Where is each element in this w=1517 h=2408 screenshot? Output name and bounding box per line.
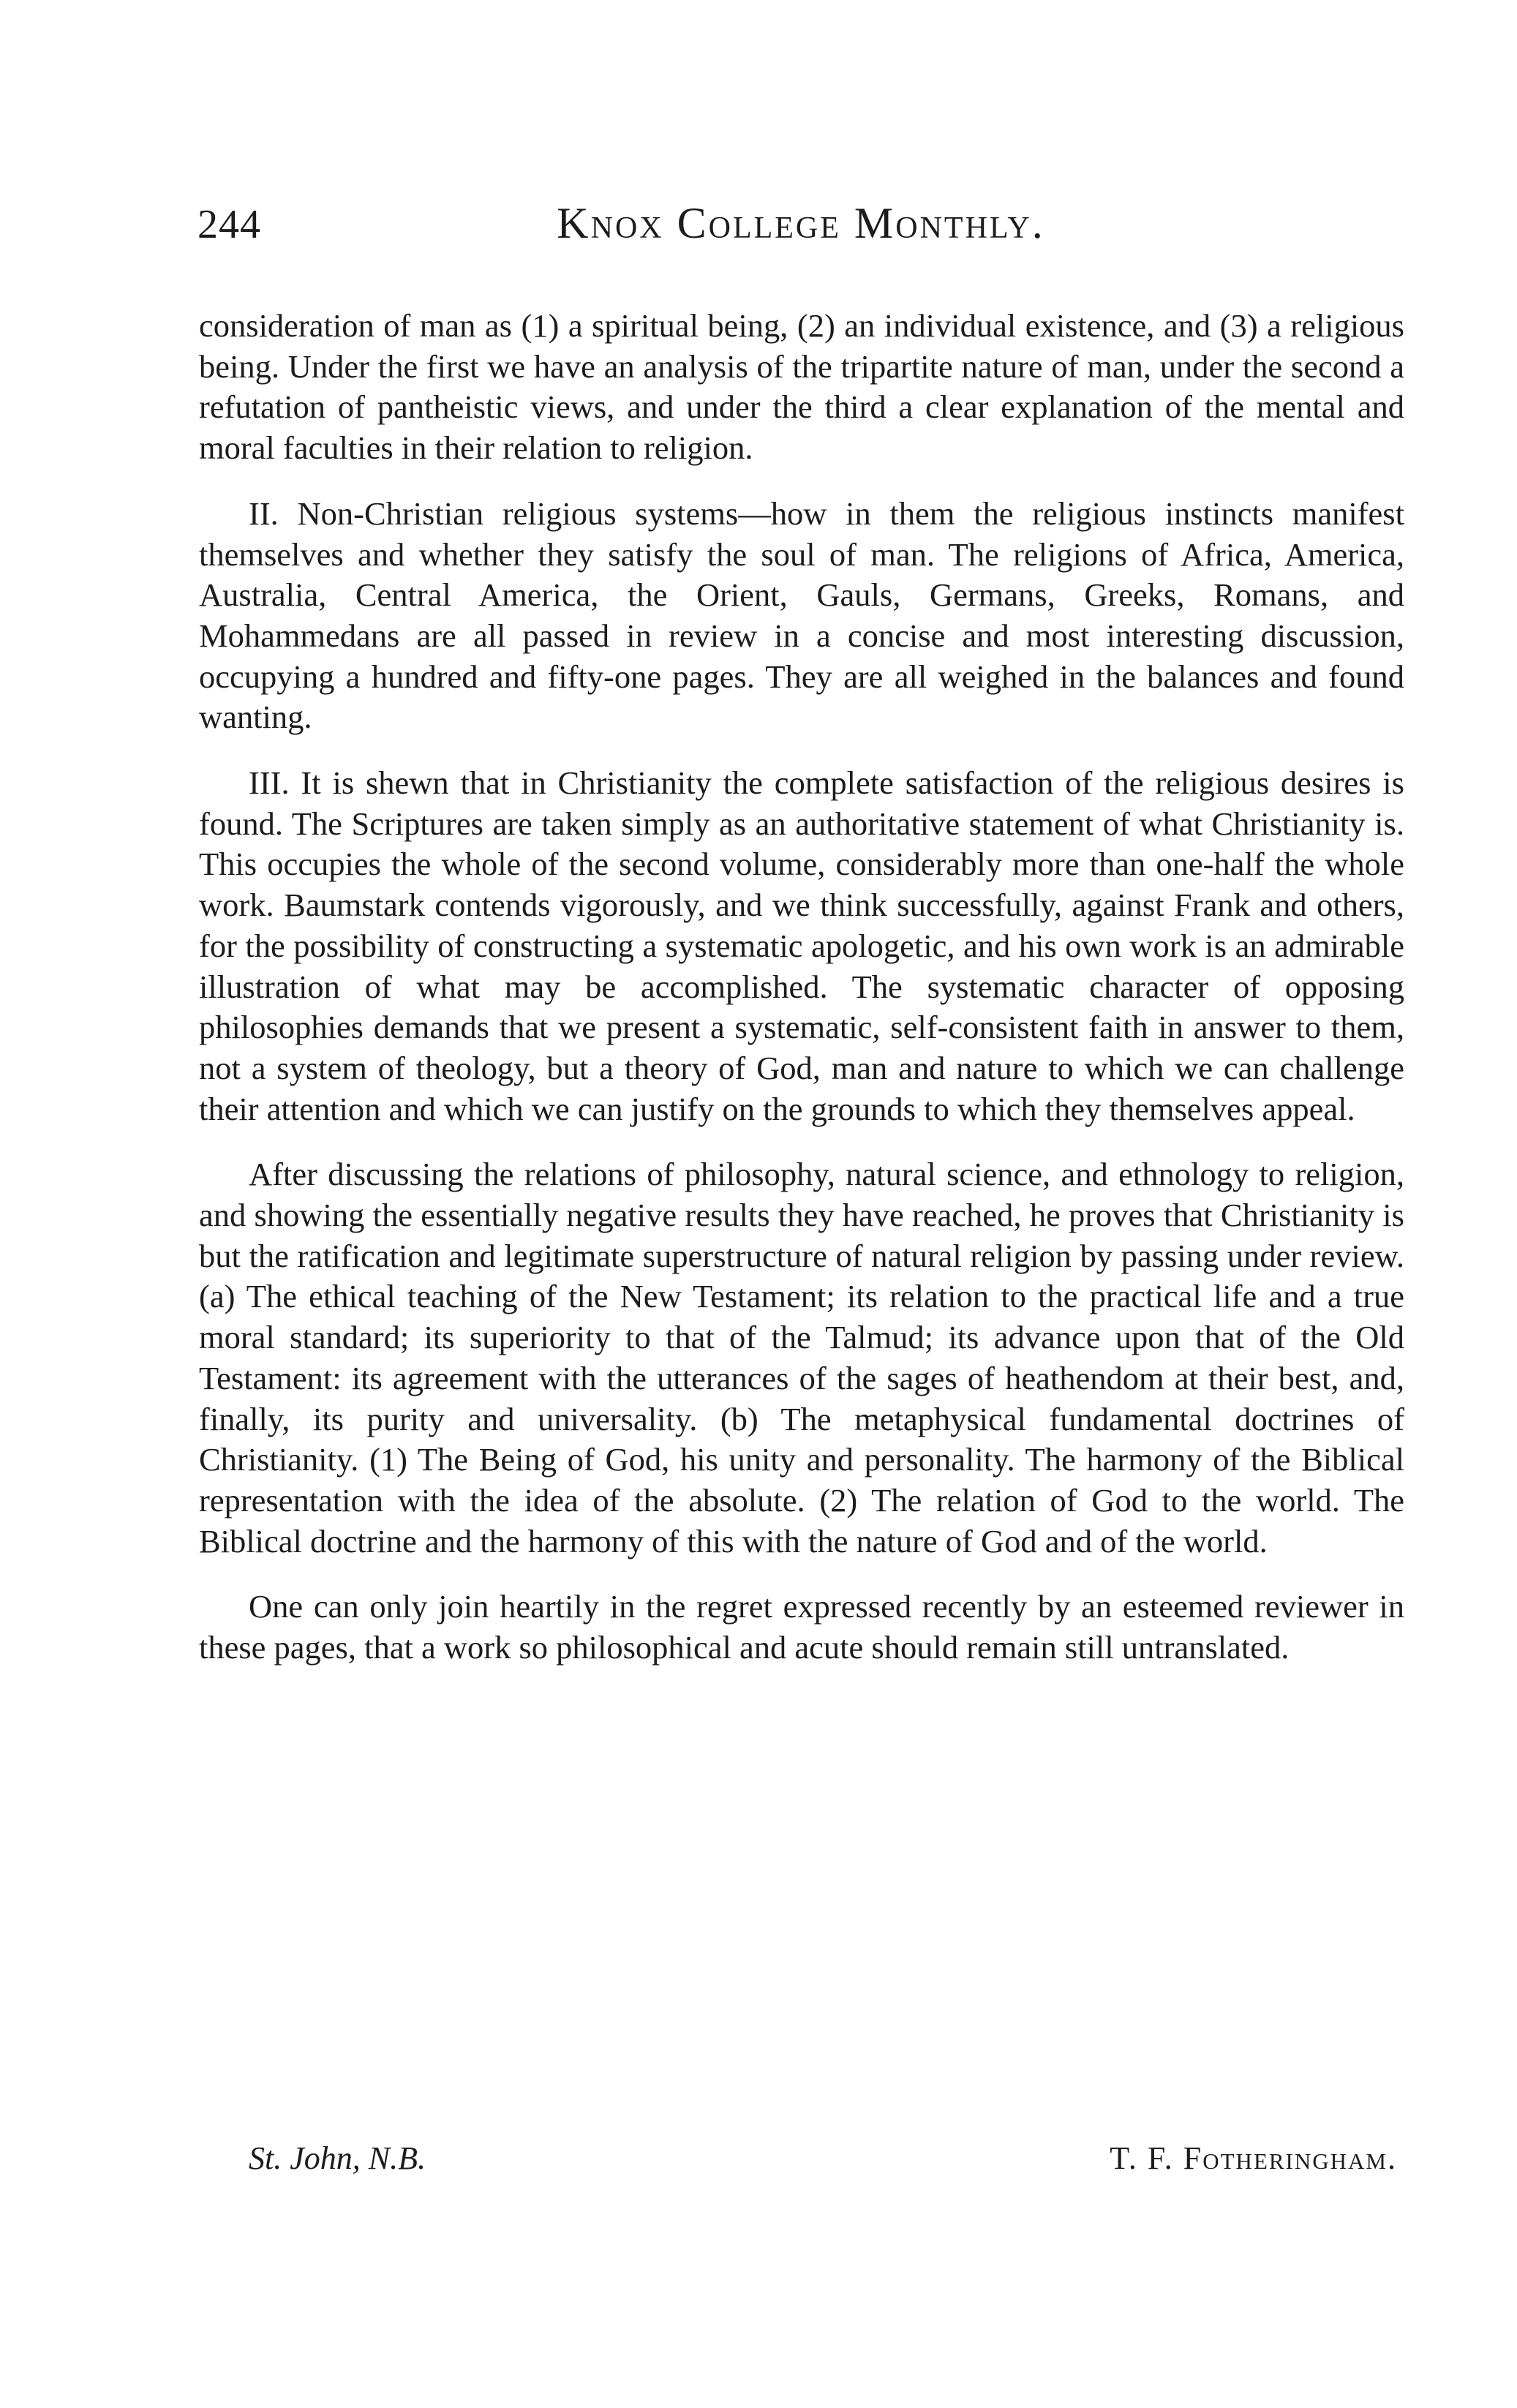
paragraph-non-christian-systems: II. Non-Christian religious systems—how in them the religious instincts manifest themselves and whether they satisfy the soul of man. The religions of Africa, America, Australia, Central America, the Orient, Gauls, Germans, Greeks, Romans, and Mohammedans are all passed in review in a concise and most interesting discussion, occupying a hundred and fifty-one pages. They are all weighed in the balances and found wanting. (199, 494, 1404, 736)
signature-line (249, 2140, 1397, 2191)
page-header (197, 194, 1404, 252)
paragraph-continuation: consideration of man as (1) a spiritual being, (2) an individual existence, and (3) a religious being. Under the first we have an analysis of the tripartite nature of man, under the second a refutation of pantheistic views, and under the third a clear explanation of the mental and moral faculties in their relation to religion. (199, 307, 1404, 467)
paragraph-christianity: III. It is shewn that in Christianity the complete satisfaction of the religious desires is found. The Scriptures are taken simply as an authoritative statement of what Christianity is. This occupies the whole of the second volume, considerably more than one-half the whole work. Baumstark contends vigorously, and we think successfully, against Frank and others, for the possibility of constructing a systematic apologetic, and his own work is an admirable illustration of what may be accomplished. The systematic character of opposing philosophies demands that we present a systematic, self-consistent faith in answer to them, not a system of theology, but a theory of God, man and nature to which we can challenge their attention and which we can justify on the grounds to which they themselves appeal. (199, 764, 1404, 1127)
running-title: Knox College Monthly. (557, 199, 1045, 247)
page-number: 244 (197, 202, 261, 247)
body-text (199, 306, 1404, 1693)
signature-place: St. John, N.B. (249, 2140, 426, 2176)
paragraph-closing: One can only join heartily in the regret expressed recently by an esteemed reviewer in these pages, that a work so philosophical and acute should remain still untranslated. (199, 1588, 1404, 1666)
signature-author: T. F. Fotheringham. (1110, 2140, 1397, 2176)
paragraph-after-discussing: After discussing the relations of philosophy, natural science, and ethnology to religion, and showing the essentially negative results they have reached, he proves that Christianity is but the ratification and legitimate superstructure of natural religion by passing under review. (a) The ethical teaching of the New Testament; its relation to the practical life and a true moral standard; its superiority to that of the Talmud; its advance upon that of the Old Testament: its agreement with the utterances of the sages of heathendom at their best, and, finally, its purity and universality. (b) The metaphysical fundamental doctrines of Christianity. (1) The Being of God, his unity and personality. The harmony of the Biblical representation with the idea of the absolute. (2) The relation of God to the world. The Biblical doctrine and the harmony of this with the nature of God and of the world. (199, 1156, 1404, 1559)
